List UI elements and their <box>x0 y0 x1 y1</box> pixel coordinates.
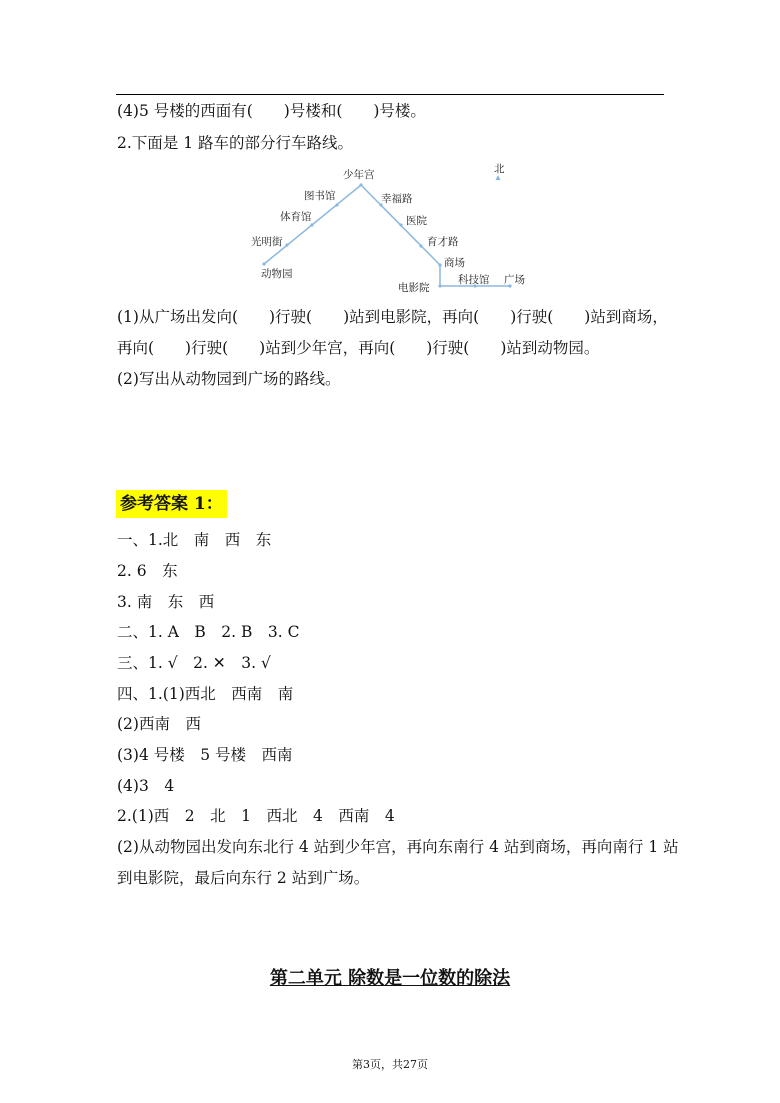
page-footer: 第3页，共27页 <box>352 1058 428 1071</box>
answer-line: 一、1.北 南 西 东 <box>117 531 272 549</box>
stop-label-tushuguan: 图书馆 <box>304 190 336 202</box>
stop-marker-tiyuguan <box>310 223 313 226</box>
answer-line: (2)西南 西 <box>117 715 201 733</box>
stop-label-shaoniangong: 少年宫 <box>343 169 375 181</box>
question-2-part-1-line-1: (1)从广场出发向( )行驶( )站到电影院，再向( )行驶( )站到商场， <box>117 308 668 326</box>
stop-label-xingfulu: 幸福路 <box>381 193 413 205</box>
question-4-text: (4)5 号楼的西面有( )号楼和( )号楼。 <box>117 102 426 120</box>
stop-label-tiyuguan: 体育馆 <box>280 211 312 223</box>
stop-label-yucailu: 育才路 <box>427 236 459 248</box>
stop-label-dongwuyuan: 动物园 <box>261 268 293 280</box>
answer-heading: 参考答案 1： <box>116 490 227 518</box>
answer-line: 2.(1)西 2 北 1 西北 4 西南 4 <box>117 807 395 825</box>
north-label: 北 <box>494 163 505 175</box>
stop-marker-yucailu <box>419 244 422 247</box>
stop-label-shangchang: 商场 <box>444 257 465 269</box>
stop-label-yiyuan: 医院 <box>406 215 427 227</box>
answer-line: 到电影院，最后向东行 2 站到广场。 <box>117 869 370 887</box>
unit-title: 第二单元 除数是一位数的除法 <box>269 968 511 989</box>
answer-line: 三、1. √ 2. ✕ 3. √ <box>117 654 271 672</box>
stop-label-guangchang: 广场 <box>504 274 525 286</box>
question-2-part-1-line-2: 再向( )行驶( )站到少年宫，再向( )行驶( )站到动物园。 <box>117 339 600 357</box>
answer-line: 3. 南 东 西 <box>117 593 215 611</box>
bus-route-map <box>240 158 570 298</box>
stop-label-guangmingjie: 光明街 <box>251 236 283 248</box>
answer-line: 四、1.(1)西北 西南 南 <box>117 685 294 703</box>
answer-line: (3)4 号楼 5 号楼 西南 <box>117 746 293 764</box>
stop-label-kejiguan: 科技馆 <box>458 274 490 286</box>
stop-marker-yiyuan <box>399 223 402 226</box>
stop-marker-guangmingjie <box>285 243 288 246</box>
stop-marker-dongwuyuan <box>262 262 265 265</box>
answer-line: (4)3 4 <box>117 777 175 795</box>
header-rule <box>116 94 664 95</box>
question-2-part-2: (2)写出从动物园到广场的路线。 <box>117 370 341 388</box>
north-arrow <box>494 163 505 180</box>
answer-line: (2)从动物园出发向东北行 4 站到少年宫，再向东南行 4 站到商场，再向南行 1 站 <box>117 838 679 856</box>
stop-marker-dianyingyuan <box>438 284 441 287</box>
stop-marker-shangchang <box>438 263 441 266</box>
stop-label-dianyingyuan: 电影院 <box>398 282 430 294</box>
stop-marker-shaoniangong <box>359 183 362 186</box>
answer-line: 二、1. A B 2. B 3. C <box>117 623 300 641</box>
stop-marker-tushuguan <box>335 203 338 206</box>
question-2-intro: 2.下面是 1 路车的部分行车路线。 <box>117 134 354 152</box>
answer-line: 2. 6 东 <box>117 562 178 580</box>
